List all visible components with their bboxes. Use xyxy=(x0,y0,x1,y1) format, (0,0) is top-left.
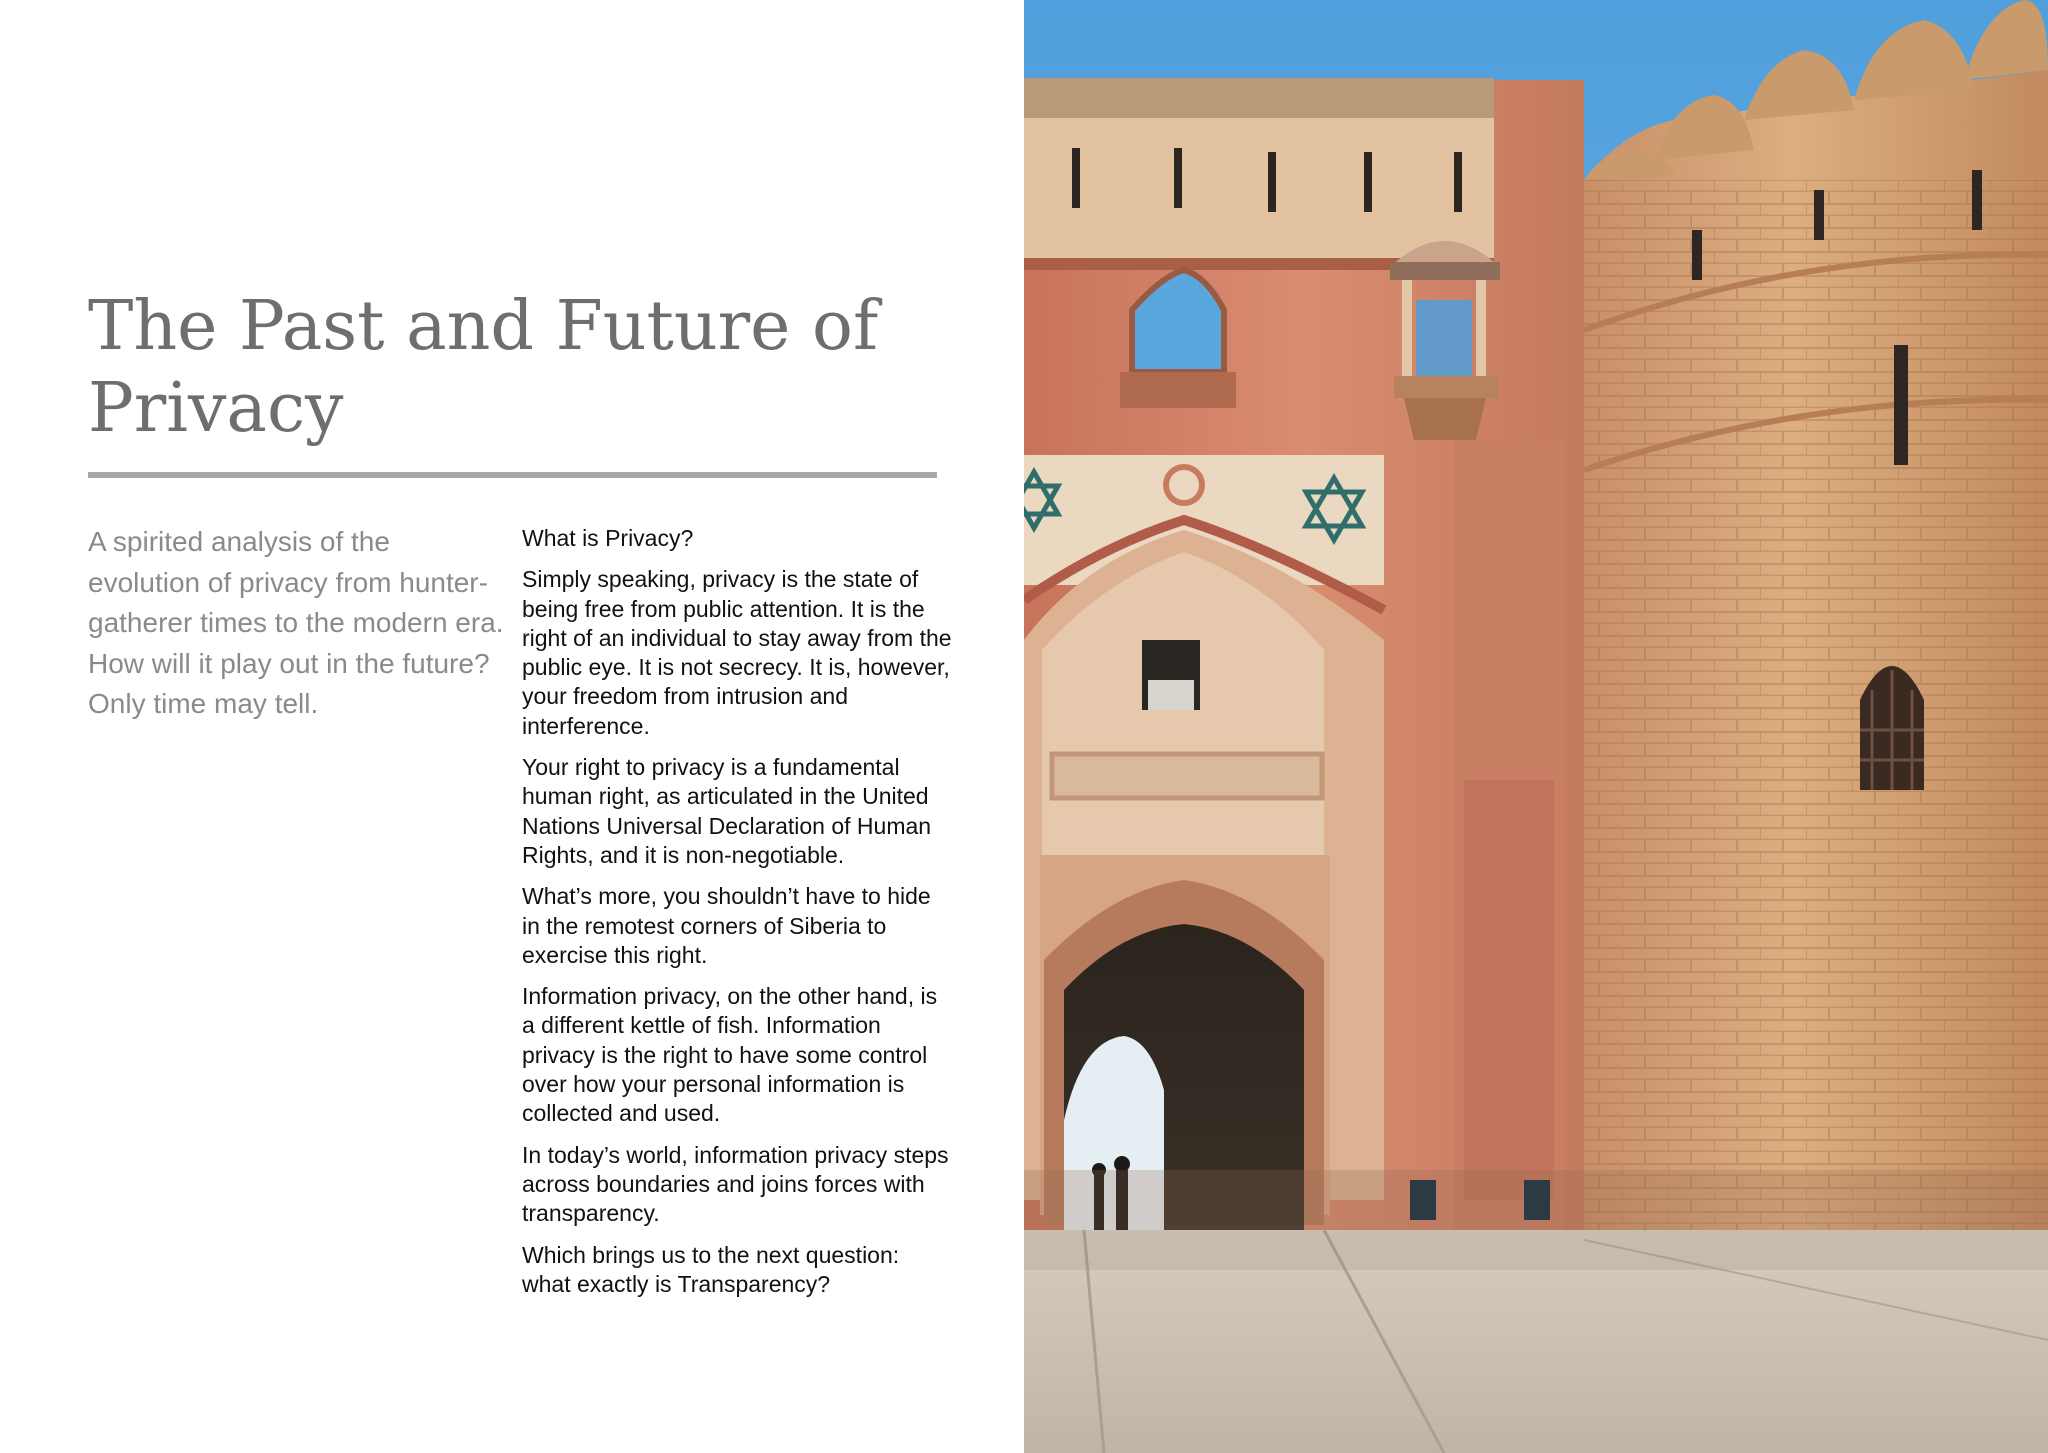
body-paragraph-4: Information privacy, on the other hand, is a different kettle of fish. Information privacy is the right to have some control over how your personal information is collected and used. xyxy=(522,983,938,1127)
intro-lede: A spirited analysis of the evolution of privacy from hunter-gatherer times to the modern era. How will it play out in the future? Only time may tell. xyxy=(88,526,504,719)
fort-illustration xyxy=(1024,0,2048,1453)
body-paragraph-6: Which brings us to the next question: what exactly is Transparency? xyxy=(522,1241,900,1297)
body-paragraph-5: In today’s world, information privacy steps across boundaries and joins forces with transparency. xyxy=(522,1141,949,1227)
body-column xyxy=(522,524,952,1311)
title-divider xyxy=(88,472,937,478)
body-paragraph-3: What’s more, you shouldn’t have to hide in the remotest corners of Siberia to exercise this right. xyxy=(522,883,931,968)
body-paragraph-2: Your right to privacy is a fundamental human right, as articulated in the United Nations Universal Declaration of Human Rights, and it is non-negotiable. xyxy=(522,754,932,868)
body-paragraph-1: Simply speaking, privacy is the state of being free from public attention. It is the right of an individual to stay away from the public eye. It is not secrecy. It is, however, your freedom from intrusion and interference. xyxy=(522,566,952,739)
section-heading: What is Privacy? xyxy=(522,525,694,551)
page-title: The Past and Future of Privacy xyxy=(88,287,879,448)
fort-gateway-photo xyxy=(1024,0,2048,1453)
